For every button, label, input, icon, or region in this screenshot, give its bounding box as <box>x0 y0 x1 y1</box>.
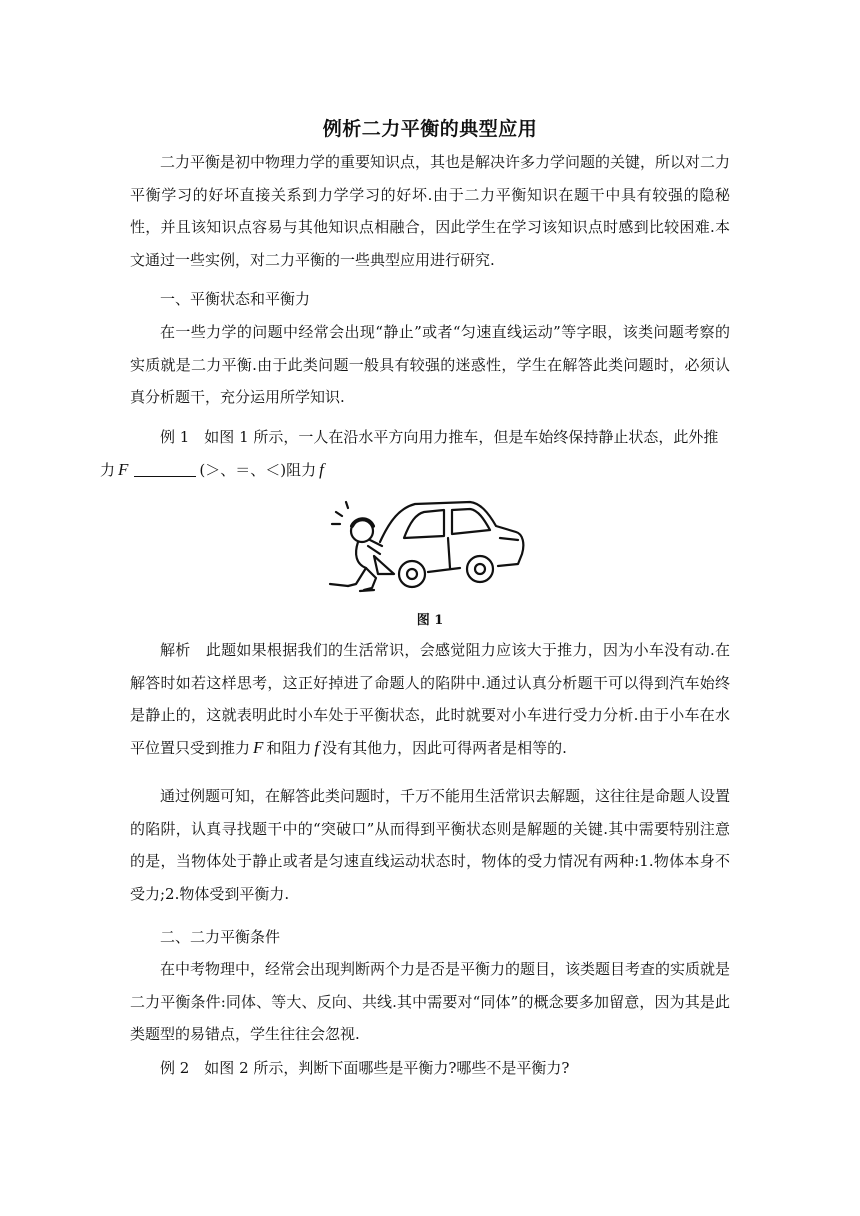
summary-paragraph: 通过例题可知，在解答此类问题时，千万不能用生活常识去解题，这往往是命题人设置的陷阱，认真寻找题干中的“突破口”从而得到平衡状态则是解题的关键.其中需要特别注意的是，当物体处于静止或者是匀速直线运动状态时，物体的受力情况有两种:1.物体本身不受力;2.物体受到平衡力. <box>130 787 731 903</box>
analysis-paragraph <box>130 634 730 764</box>
analysis-var-f: f <box>314 737 320 757</box>
analysis-text-part1: 解析 此题如果根据我们的生活常识，会感觉阻力应该大于推力，因为小车没有动.在解答时如若这样思考，这正好掉进了命题人的陷阱中.通过认真分析题干可以得到汽车始终是静止的，这就表明此时小车处于平衡状态，此时就要对小车进行受力分析.由于小车在水平位置只受到推力 <box>130 641 730 757</box>
section2-paragraph: 在中考物理中，经常会出现判断两个力是否是平衡力的题目，该类题目考查的实质就是二力平衡条件:同体、等大、反向、共线.其中需要对“同体”的概念要多加留意，因为其是此类题型的易错点，学生往往会忽视. <box>130 960 731 1043</box>
analysis-var-F: F <box>253 737 264 757</box>
analysis-text-part2: 和阻力 <box>266 738 312 757</box>
figure1-person-pushing-car <box>320 494 530 594</box>
example1-var-f: f <box>319 459 324 479</box>
example1-question <box>100 421 730 486</box>
example1-options: (＞、＝、＜)阻力 <box>199 460 317 479</box>
section1-paragraph: 在一些力学的问题中经常会出现“静止”或者“匀速直线运动”等字眼，该类问题考察的实质就是二力平衡.由于此类问题一般具有较强的迷惑性，学生在解答此类问题时，必须认真分析题干，充分运用所学知识. <box>130 323 730 406</box>
figure1-caption: 图 1 <box>416 613 444 628</box>
example1-var-F: F <box>118 459 129 479</box>
example1-line1: 例 1 如图 1 所示，一人在沿水平方向用力推车，但是车始终保持静止状态，此外推 <box>160 428 719 446</box>
intro-paragraph: 二力平衡是初中物理力学的重要知识点，其也是解决许多力学问题的关键，所以对二力平衡学习的好坏直接关系到力学学习的好坏.由于二力平衡知识在题干中具有较强的隐秘性，并且该知识点容易与其他知识点相融合，因此学生在学习该知识点时感到比较困难.本文通过一些实例，对二力平衡的一些典型应用进行研究. <box>130 153 731 269</box>
section2-heading: 二、二力平衡条件 <box>160 928 281 946</box>
example1-prefix: 力 <box>100 460 116 479</box>
analysis-text-part3: 没有其他力，因此可得两者是相等的. <box>322 738 567 757</box>
example1-answer-blank[interactable] <box>134 462 196 477</box>
document-title: 例析二力平衡的典型应用 <box>322 118 538 140</box>
example2-question: 例 2 如图 2 所示，判断下面哪些是平衡力?哪些不是平衡力? <box>160 1059 570 1077</box>
section1-heading: 一、平衡状态和平衡力 <box>160 290 311 308</box>
